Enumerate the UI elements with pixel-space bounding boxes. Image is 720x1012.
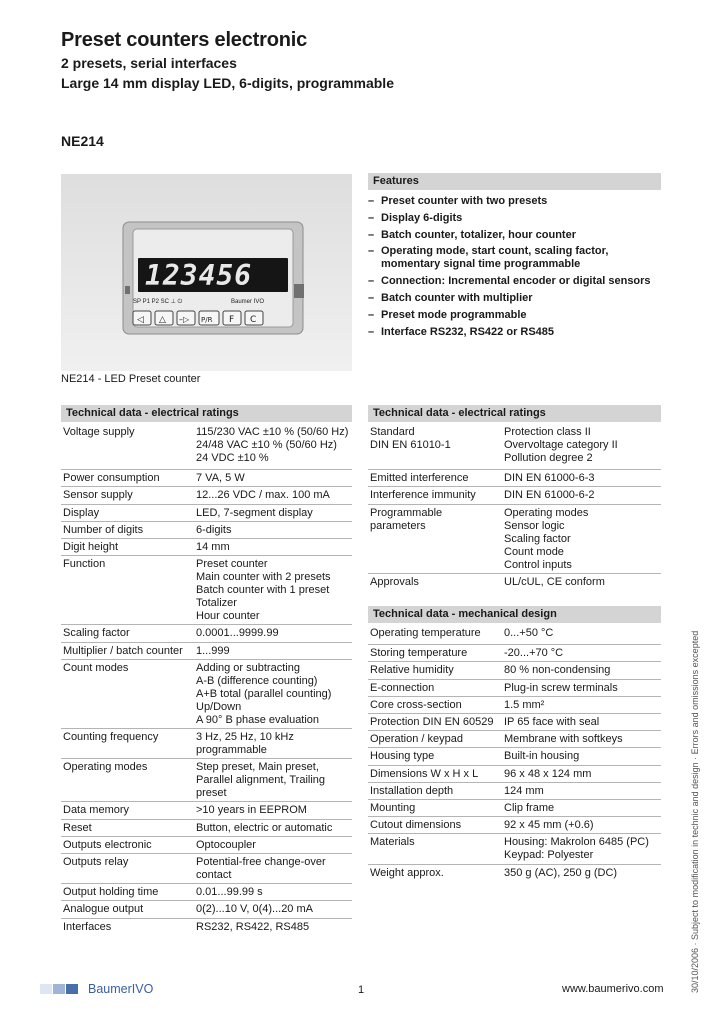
spec-value — [196, 472, 245, 485]
spec-label-line: Analogue output — [63, 903, 144, 916]
feature-item — [368, 195, 663, 208]
spec-row — [61, 659, 352, 729]
spec-label-line: Power consumption — [63, 472, 160, 485]
spec-row — [61, 758, 352, 802]
spec-value — [504, 785, 544, 798]
spec-value-line: Housing: Makrolon 6485 (PC) — [504, 836, 649, 849]
spec-value-line: Operating modes — [504, 506, 589, 519]
spec-label — [370, 867, 444, 880]
footer-brand: BaumerIVO — [88, 982, 154, 996]
spec-value — [196, 524, 231, 537]
spec-row — [61, 426, 352, 469]
spec-label — [370, 576, 419, 589]
feature-item — [368, 245, 663, 271]
key-clear: C — [250, 315, 257, 325]
spec-value — [504, 647, 563, 660]
spec-value-line: 124 mm — [504, 784, 544, 797]
spec-row — [368, 486, 661, 504]
spec-value-line: IP 65 face with seal — [504, 716, 600, 728]
logo-bar-3 — [66, 984, 78, 994]
spec-label-line: Operating temperature — [370, 627, 481, 639]
spec-value-line: DIN EN 61000-6-2 — [504, 489, 595, 502]
spec-value — [504, 489, 595, 502]
feature-text: momentary signal time programmable — [381, 258, 581, 271]
spec-label — [63, 645, 183, 658]
spec-value-line: A-B (difference counting) — [196, 674, 318, 687]
spec-value-line: 92 x 45 mm (+0.6) — [504, 819, 594, 832]
page-subtitle-2: Large 14 mm display LED, 6-digits, programmable — [61, 75, 394, 91]
tech-mechanical-header: Technical data - mechanical design — [368, 606, 661, 623]
spec-label-line: Programmable — [370, 506, 443, 519]
spec-row — [61, 918, 352, 936]
spec-label — [370, 426, 451, 452]
spec-value-line: Sensor logic — [504, 519, 565, 532]
spec-label — [63, 541, 118, 554]
features-list — [368, 195, 663, 342]
spec-value-line: 24/48 VAC ±10 % (50/60 Hz) — [196, 439, 337, 451]
spec-row — [368, 504, 661, 574]
key-left: ◁ — [137, 315, 144, 325]
spec-label — [63, 886, 158, 899]
tech-electrical-left-header: Technical data - electrical ratings — [61, 405, 352, 422]
spec-value-line: Batch counter with 1 preset — [196, 584, 330, 597]
spec-label-line: Emitted interference — [370, 472, 469, 485]
spec-value-line: Hour counter — [196, 610, 260, 623]
spec-label-line: Display — [63, 506, 100, 519]
spec-row — [368, 816, 661, 834]
photo-caption: NE214 - LED Preset counter — [61, 373, 201, 385]
spec-value-line: 7 VA, 5 W — [196, 472, 245, 485]
spec-label-line: Cutout dimensions — [370, 819, 462, 832]
spec-value-line: 6-digits — [196, 523, 232, 536]
spec-label-line: Storing temperature — [370, 647, 468, 660]
spec-value-line: 3 Hz, 25 Hz, 10 kHz — [196, 731, 294, 743]
spec-label-line: E-connection — [370, 681, 435, 694]
spec-value — [504, 627, 553, 640]
spec-value-line: Plug-in screw terminals — [504, 681, 618, 694]
spec-value — [196, 839, 256, 852]
spec-value — [504, 768, 591, 781]
spec-label-line: Multiplier / batch counter — [63, 644, 183, 657]
spec-label — [370, 647, 467, 660]
feature-text: – Interface RS232, RS422 or RS485 — [381, 325, 555, 338]
spec-value-line: Protection class II — [504, 426, 591, 438]
spec-value — [196, 921, 309, 934]
spec-label-line: Standard — [370, 426, 415, 438]
spec-row — [368, 713, 661, 731]
spec-value — [504, 472, 595, 485]
spec-label-line: Reset — [63, 821, 92, 834]
key-function: F — [229, 315, 235, 325]
tech-electrical-right-header: Technical data - electrical ratings — [368, 405, 661, 422]
feature-text: – Batch counter, totalizer, hour counter — [381, 228, 576, 241]
spec-value — [196, 627, 279, 640]
spec-row — [61, 900, 352, 918]
spec-label — [63, 921, 111, 934]
spec-row — [61, 728, 352, 759]
spec-label-line: Outputs relay — [63, 856, 129, 868]
spec-value — [196, 886, 263, 899]
spec-value — [196, 856, 326, 882]
spec-label-line: Output holding time — [63, 886, 159, 899]
spec-label-line: Materials — [370, 836, 415, 849]
spec-label-line: Operation / keypad — [370, 733, 463, 746]
spec-label — [63, 839, 152, 852]
spec-label — [370, 819, 461, 832]
spec-row — [368, 730, 661, 748]
spec-value-line: Totalizer — [196, 597, 237, 610]
spec-value-line: Clip frame — [504, 802, 555, 814]
spec-value-line: preset — [196, 787, 227, 800]
spec-row — [368, 469, 661, 487]
spec-row — [368, 799, 661, 817]
side-note: 30/10/2006 · Subject to modification in technic and design · Errors and omissions excepted — [690, 630, 700, 993]
spec-label — [63, 903, 143, 916]
spec-row — [368, 765, 661, 783]
spec-value-line: Button, electric or automatic — [196, 821, 333, 834]
spec-value-line: Optocoupler — [196, 838, 256, 851]
spec-label-line: Counting frequency — [63, 731, 159, 743]
spec-value-line: >10 years in EEPROM — [196, 804, 307, 817]
feature-text: – Operating mode, start count, scaling factor, — [381, 245, 609, 258]
spec-label-line: Outputs electronic — [63, 838, 152, 851]
spec-label — [370, 750, 434, 763]
key-preset-reset: P/R — [201, 316, 213, 324]
spec-value-line: 1.5 mm² — [504, 698, 545, 711]
spec-row — [368, 747, 661, 765]
model-number: NE214 — [61, 133, 104, 149]
spec-label-line: Protection DIN EN 60529 — [370, 716, 494, 728]
page-subtitle-1: 2 presets, serial interfaces — [61, 55, 237, 71]
spec-label — [63, 558, 105, 571]
spec-label-line: Count modes — [63, 661, 129, 674]
spec-row — [368, 833, 661, 864]
spec-value — [504, 576, 605, 589]
spec-value-line: Overvoltage category II — [504, 439, 618, 451]
feature-text: – Batch counter with multiplier — [381, 291, 533, 304]
spec-row — [61, 883, 352, 901]
spec-value-line: programmable — [196, 744, 267, 756]
spec-value-line: 1...999 — [196, 644, 230, 657]
spec-value — [504, 750, 579, 763]
indicator-labels: SP P1 P2 SC ⊥ ⏻ — [133, 299, 183, 305]
spec-label — [63, 662, 128, 675]
spec-label-line: Relative humidity — [370, 664, 454, 677]
spec-row — [61, 521, 352, 539]
spec-value — [196, 761, 325, 800]
spec-value-line: 115/230 VAC ±10 % (50/60 Hz) — [196, 426, 349, 438]
spec-value — [196, 489, 330, 502]
spec-label — [370, 802, 415, 815]
spec-label-line: Weight approx. — [370, 866, 444, 879]
key-up: △ — [159, 315, 166, 325]
spec-row — [61, 642, 352, 660]
spec-label — [63, 856, 128, 869]
feature-text: – Preset counter with two presets — [381, 195, 548, 207]
spec-value — [196, 731, 294, 757]
spec-row — [368, 573, 661, 591]
spec-label — [63, 489, 133, 502]
spec-label — [370, 768, 478, 781]
spec-row — [368, 426, 661, 469]
page-title: Preset counters electronic — [61, 29, 308, 51]
spec-label — [63, 731, 158, 744]
spec-label — [370, 733, 463, 746]
spec-label — [370, 507, 442, 533]
spec-row — [368, 696, 661, 714]
spec-value-line: 0.0001...9999.99 — [196, 627, 279, 640]
spec-value — [196, 903, 313, 916]
key-enter: –▷ — [179, 315, 190, 324]
spec-row — [368, 679, 661, 697]
spec-value-line: Step preset, Main preset, — [196, 761, 319, 774]
spec-row — [61, 486, 352, 504]
spec-label-line: Installation depth — [370, 784, 454, 797]
feature-text: – Display 6-digits — [381, 211, 463, 224]
spec-value — [196, 645, 230, 658]
spec-label — [63, 822, 92, 835]
led-display-digits: 123456 — [145, 259, 253, 292]
spec-value — [196, 822, 332, 835]
spec-value — [196, 426, 348, 465]
spec-row — [61, 469, 352, 487]
spec-value-line: Pollution degree 2 — [504, 452, 593, 464]
spec-value — [504, 733, 623, 746]
spec-value — [504, 426, 618, 465]
feature-text: – Connection: Incremental encoder or digital sensors — [381, 275, 651, 288]
spec-value-line: Main counter with 2 presets — [196, 571, 331, 584]
spec-value — [504, 682, 618, 695]
spec-label-line: Data memory — [63, 804, 130, 817]
spec-label — [370, 699, 462, 712]
spec-label — [63, 627, 130, 640]
spec-value-line: Adding or subtracting — [196, 661, 300, 674]
feature-item — [368, 275, 663, 288]
spec-value — [196, 804, 307, 817]
spec-value-line: Membrane with softkeys — [504, 733, 623, 746]
spec-value-line: Parallel alignment, Trailing — [196, 774, 326, 787]
spec-label — [370, 489, 476, 502]
spec-value-line: 0...+50 °C — [504, 627, 554, 639]
spec-value-line: 14 mm — [196, 541, 230, 553]
spec-label-line: Core cross-section — [370, 698, 462, 711]
spec-value-line: 0.01...99.99 s — [196, 886, 263, 899]
spec-label — [63, 472, 160, 485]
spec-label-line: Digit height — [63, 541, 119, 553]
spec-row — [61, 624, 352, 642]
spec-row — [61, 836, 352, 854]
spec-value-line: Up/Down — [196, 700, 242, 713]
spec-label — [370, 664, 454, 677]
spec-row — [61, 853, 352, 884]
spec-label-line: Interference immunity — [370, 489, 476, 502]
spec-label-line: Number of digits — [63, 523, 144, 536]
spec-value-line: Count mode — [504, 545, 564, 558]
spec-value-line: 350 g (AC), 250 g (DC) — [504, 866, 618, 879]
spec-label — [63, 426, 135, 439]
feature-item — [368, 309, 663, 322]
spec-value-line: UL/cUL, CE conform — [504, 575, 605, 588]
product-photo — [61, 174, 352, 371]
spec-value-line: A+B total (parallel counting) — [196, 687, 332, 700]
spec-value — [504, 716, 599, 729]
spec-value-line: Scaling factor — [504, 532, 571, 545]
spec-value-line: 24 VDC ±10 % — [196, 452, 269, 464]
spec-label-line: Sensor supply — [63, 489, 133, 502]
spec-value — [504, 664, 610, 677]
feature-item — [368, 229, 663, 242]
footer-website: www.baumerivo.com — [562, 983, 664, 995]
spec-value — [504, 507, 588, 572]
spec-label — [370, 472, 468, 485]
spec-value — [504, 836, 649, 862]
spec-value-line: 96 x 48 x 124 mm — [504, 767, 592, 780]
spec-label-line: Mounting — [370, 802, 416, 814]
page-number: 1 — [358, 984, 365, 996]
spec-row — [368, 627, 661, 644]
spec-row — [368, 661, 661, 679]
device-brand: Baumer IVO — [231, 299, 265, 305]
spec-row — [368, 644, 661, 662]
logo-bar-2 — [53, 984, 65, 994]
spec-row — [61, 504, 352, 522]
spec-label-line: parameters — [370, 519, 426, 532]
spec-label-line: Approvals — [370, 575, 419, 588]
spec-value — [196, 662, 331, 727]
spec-value-line: 0(2)...10 V, 0(4)...20 mA — [196, 903, 313, 916]
spec-row — [61, 819, 352, 837]
spec-label — [63, 761, 147, 774]
spec-label — [370, 627, 481, 640]
feature-item — [368, 326, 663, 339]
spec-label-line: Function — [63, 558, 106, 571]
spec-label — [370, 682, 434, 695]
spec-label — [370, 785, 453, 798]
feature-item — [368, 212, 663, 225]
spec-value-line: RS232, RS422, RS485 — [196, 920, 310, 933]
spec-label-line: Housing type — [370, 750, 435, 763]
logo-bar-1 — [40, 984, 52, 994]
spec-label-line: Voltage supply — [63, 426, 135, 438]
spec-value-line: Keypad: Polyester — [504, 849, 594, 862]
spec-row — [61, 555, 352, 625]
feature-item — [368, 292, 663, 305]
feature-text: – Preset mode programmable — [381, 308, 527, 321]
spec-value-line: -20...+70 °C — [504, 647, 564, 660]
spec-value — [196, 507, 313, 520]
spec-label — [63, 507, 99, 520]
spec-value — [504, 867, 617, 880]
spec-value — [504, 699, 544, 712]
spec-row — [368, 864, 661, 882]
spec-label-line: Interfaces — [63, 920, 112, 933]
preset-counter-device-illustration — [61, 174, 352, 371]
spec-value-line: Control inputs — [504, 558, 572, 571]
spec-label-line: Operating modes — [63, 761, 148, 774]
tech-mechanical-table — [368, 625, 661, 885]
spec-value-line: contact — [196, 869, 232, 881]
spec-value-line: 12...26 VDC / max. 100 mA — [196, 489, 330, 502]
spec-label — [63, 524, 143, 537]
spec-label-line: Dimensions W x H x L — [370, 767, 479, 780]
spec-label — [63, 804, 129, 817]
spec-label-line: Scaling factor — [63, 627, 130, 640]
spec-value-line: Potential-free change-over — [196, 856, 326, 868]
spec-row — [61, 801, 352, 819]
spec-row — [61, 538, 352, 556]
spec-value-line: DIN EN 61000-6-3 — [504, 472, 595, 485]
spec-label — [370, 716, 494, 729]
spec-value-line: Preset counter — [196, 558, 268, 571]
spec-row — [368, 782, 661, 800]
spec-value — [196, 558, 331, 623]
tech-electrical-right-table — [368, 424, 661, 594]
spec-value — [504, 819, 594, 832]
spec-value-line: Built-in housing — [504, 750, 580, 763]
features-header: Features — [368, 173, 661, 190]
spec-value-line: 80 % non-condensing — [504, 664, 611, 677]
spec-value-line: A 90° B phase evaluation — [196, 713, 320, 726]
spec-label — [370, 836, 415, 849]
spec-label-line: DIN EN 61010-1 — [370, 439, 451, 451]
spec-value-line: LED, 7-segment display — [196, 506, 313, 519]
spec-value — [504, 802, 554, 815]
tech-electrical-left-table — [61, 424, 352, 934]
spec-value — [196, 541, 230, 554]
